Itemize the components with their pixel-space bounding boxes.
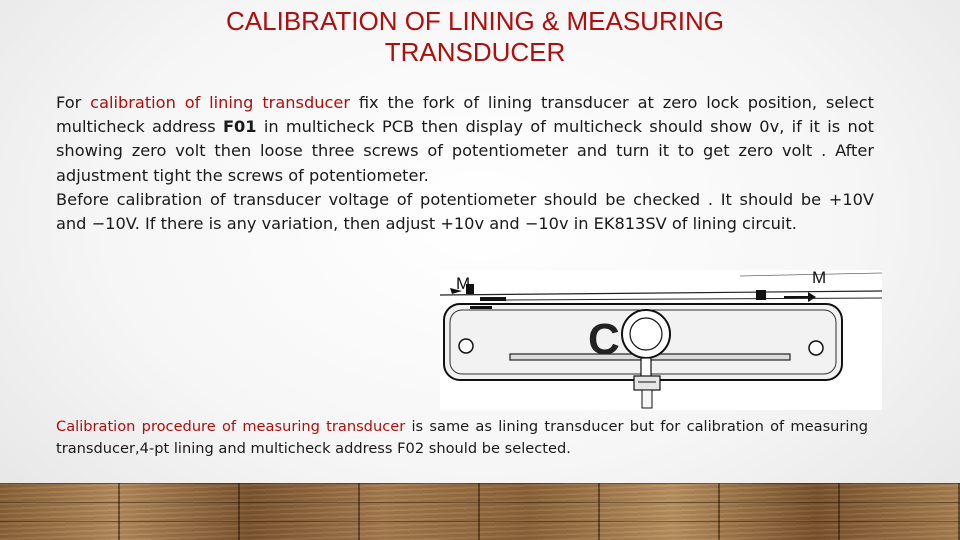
title-line-1: CALIBRATION OF LINING & MEASURING bbox=[226, 6, 724, 36]
para1-highlight: calibration of lining transducer bbox=[90, 93, 350, 112]
label-m-left: M bbox=[456, 274, 471, 293]
para1-text-c: in multicheck PCB then display of multicheck should show 0v, if it is not showing zero volt then loose three screws of potentiometer and turn it to get zero volt . After adjustment tight the screws of potentiometer. bbox=[56, 117, 874, 185]
paragraph-voltage-check: Before calibration of transducer voltage of potentiometer should be checked . It should be +10V and −10V. If there is any variation, then adjust +10v and −10v in EK813SV of lining circuit. bbox=[56, 189, 874, 234]
para3-highlight: Calibration procedure of measuring transducer bbox=[56, 418, 406, 435]
title-line-2: TRANSDUCER bbox=[384, 37, 566, 67]
paragraph-lining-calibration bbox=[56, 91, 874, 188]
measuring-calibration-note bbox=[56, 416, 868, 460]
body-text bbox=[56, 91, 874, 236]
wooden-floor-decoration bbox=[0, 483, 960, 540]
paragraph-measuring bbox=[56, 416, 868, 460]
floor-grain bbox=[0, 483, 960, 540]
para1-text-a: For bbox=[56, 93, 91, 112]
label-c: C bbox=[588, 315, 620, 364]
para1-address: F01 bbox=[222, 117, 257, 137]
para1-text-b: fix the fork of lining transducer at zero lock position, select multicheck address bbox=[56, 93, 874, 137]
para3-text: is same as lining transducer but for calibration of measuring transducer,4-pt lining and multicheck address F02 should be selected. bbox=[56, 418, 868, 457]
transducer-diagram bbox=[440, 270, 882, 410]
label-m-right: M bbox=[812, 270, 827, 287]
slide-title bbox=[100, 6, 850, 68]
